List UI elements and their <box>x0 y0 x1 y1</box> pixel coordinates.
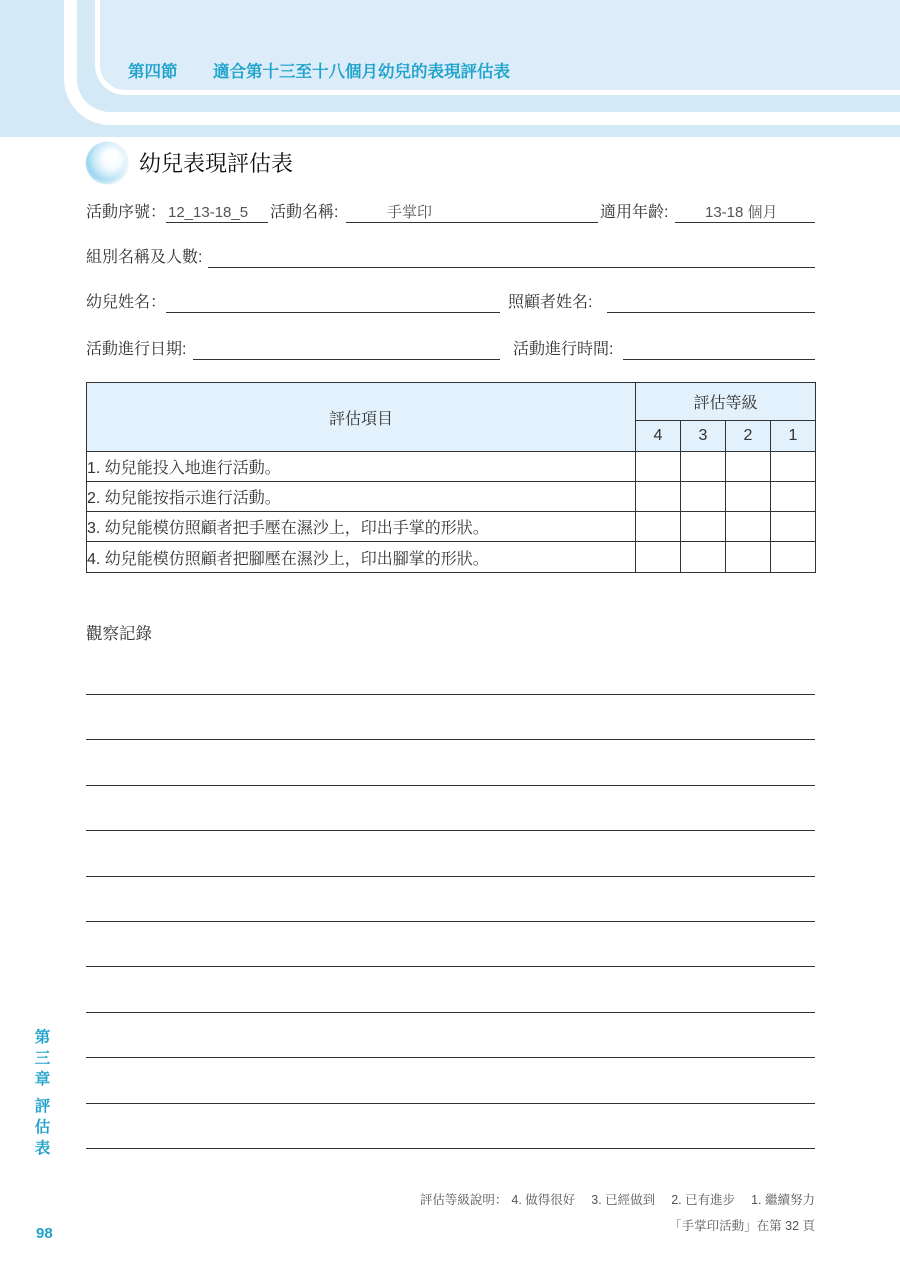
grade-legend-item: 4. 做得很好 <box>511 1193 576 1207</box>
grade-cell <box>681 542 726 573</box>
page-number: 98 <box>36 1225 53 1242</box>
assessment-item: 4. 幼兒能模仿照顧者把腳壓在濕沙上，印出腳掌的形狀。 <box>87 542 636 573</box>
grade-cell <box>771 482 816 512</box>
grade-cell <box>636 512 681 542</box>
header-banner <box>0 0 900 137</box>
grade-cell <box>636 542 681 573</box>
assessment-table <box>86 382 816 573</box>
observation-line <box>86 694 815 695</box>
sphere-bullet-icon <box>86 142 128 184</box>
grade-cell <box>771 512 816 542</box>
grade-legend-item: 3. 已經做到 <box>591 1193 656 1207</box>
observation-line <box>86 1103 815 1104</box>
age-range-value: 13-18 個月 <box>705 204 778 221</box>
table-row <box>87 542 816 573</box>
observation-line <box>86 876 815 877</box>
assessment-item: 1. 幼兒能投入地進行活動。 <box>87 452 636 482</box>
activity-page-reference: 「手掌印活動」在第 32 頁 <box>669 1219 815 1233</box>
group-label: 組別名稱及人數: <box>86 249 203 266</box>
observation-line <box>86 785 815 786</box>
grade-cell <box>771 452 816 482</box>
grade-legend-label: 評估等級說明： <box>419 1193 508 1207</box>
assessment-item: 2. 幼兒能按指示進行活動。 <box>87 482 636 512</box>
grade-3-header: 3 <box>681 421 726 452</box>
group-field <box>208 248 815 268</box>
grade-cell <box>726 482 771 512</box>
activity-no-label: 活動序號： <box>86 204 167 221</box>
table-header-row <box>87 383 816 421</box>
chapter-section-marker: 評估表 <box>34 1098 51 1157</box>
sphere-highlight <box>104 150 118 159</box>
assessment-item: 3. 幼兒能模仿照顧者把手壓在濕沙上，印出手掌的形狀。 <box>87 512 636 542</box>
grade-legend-item: 1. 繼續努力 <box>751 1193 815 1207</box>
activity-name-field <box>346 203 598 223</box>
observation-line <box>86 739 815 740</box>
activity-name-value: 手掌印 <box>387 204 433 221</box>
child-name-field <box>166 293 500 313</box>
observation-line <box>86 830 815 831</box>
activity-time-label: 活動進行時間: <box>513 341 614 358</box>
child-name-label: 幼兒姓名： <box>86 294 167 311</box>
form-title: 幼兒表現評估表 <box>139 151 294 176</box>
observation-line <box>86 1012 815 1013</box>
table-row <box>87 512 816 542</box>
section-number: 第四節 <box>128 63 178 81</box>
observation-line <box>86 966 815 967</box>
observation-line <box>86 1148 815 1149</box>
observation-line <box>86 921 815 922</box>
table-row <box>87 482 816 512</box>
grade-cell <box>771 542 816 573</box>
grade-cell <box>681 512 726 542</box>
activity-no-field <box>166 203 268 223</box>
grade-cell <box>681 452 726 482</box>
activity-date-field <box>193 340 500 360</box>
section-title: 適合第十三至十八個月幼兒的表現評估表 <box>213 63 510 81</box>
activity-no-value: 12_13-18_5 <box>168 204 249 221</box>
age-range-field <box>675 203 815 223</box>
grade-1-header: 1 <box>771 421 816 452</box>
activity-time-field <box>623 340 815 360</box>
grade-cell <box>726 542 771 573</box>
grade-cell <box>636 482 681 512</box>
grade-cell <box>726 512 771 542</box>
grade-legend <box>300 1191 815 1209</box>
grade-cell <box>636 452 681 482</box>
activity-date-label: 活動進行日期: <box>86 341 187 358</box>
grade-legend-item: 2. 已有進步 <box>671 1193 736 1207</box>
activity-name-label: 活動名稱: <box>270 204 339 221</box>
grade-cell <box>726 452 771 482</box>
chapter-marker: 第三章 <box>34 1029 51 1088</box>
carer-name-label: 照顧者姓名: <box>508 294 593 311</box>
observation-label: 觀察記錄 <box>86 625 152 643</box>
carer-name-field <box>607 293 815 313</box>
grade-4-header: 4 <box>636 421 681 452</box>
grade-column-header: 評估等級 <box>636 383 816 421</box>
item-column-header: 評估項目 <box>87 383 636 452</box>
grade-2-header: 2 <box>726 421 771 452</box>
age-range-label: 適用年齡: <box>600 204 669 221</box>
table-row <box>87 452 816 482</box>
grade-cell <box>681 482 726 512</box>
observation-line <box>86 1057 815 1058</box>
